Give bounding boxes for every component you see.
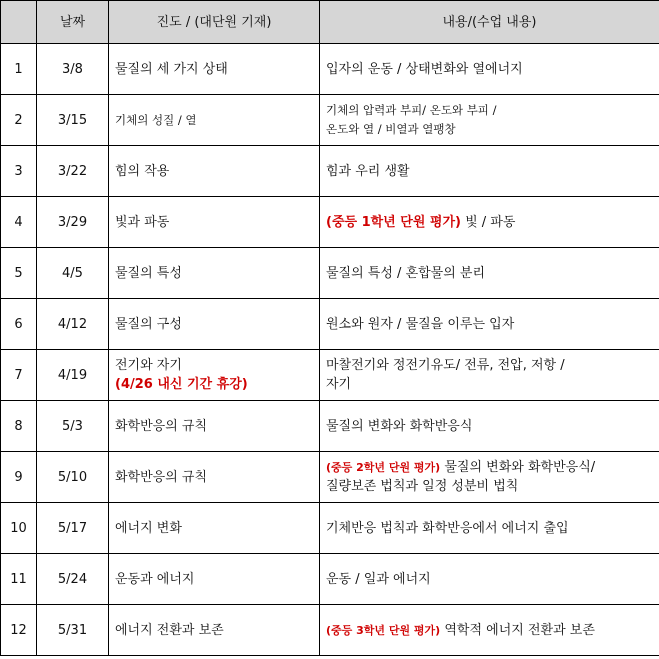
content-line — [326, 315, 653, 334]
content-line — [326, 458, 653, 477]
content-line — [326, 519, 653, 538]
row-date: 4/12 — [37, 299, 109, 350]
evaluation-note: (중등 2학년 단원 평가) — [326, 461, 441, 474]
content-text: 빛 / 파동 — [460, 214, 516, 230]
content-text-line2: 온도와 열 / 비열과 열팽창 — [326, 122, 456, 136]
row-number: 6 — [1, 299, 37, 350]
row-content — [320, 299, 659, 350]
row-number: 1 — [1, 44, 37, 95]
unit-label: 에너지 전환과 보존 — [115, 622, 224, 638]
row-unit — [109, 146, 320, 197]
header-unit: 진도 / (대단원 기재) — [109, 1, 320, 44]
content-text: 마찰전기와 정전기유도/ 전류, 전압, 저항 / — [326, 358, 565, 373]
row-number: 11 — [1, 554, 37, 605]
header-date: 날짜 — [37, 1, 109, 44]
table-row — [1, 452, 659, 503]
content-text: 역학적 에너지 전환과 보존 — [440, 622, 595, 638]
row-date: 5/24 — [37, 554, 109, 605]
content-line — [326, 162, 653, 181]
unit-label: 물질의 구성 — [115, 316, 182, 332]
content-text-line2: 자기 — [326, 377, 352, 392]
row-content — [320, 350, 659, 401]
row-content — [320, 554, 659, 605]
row-number: 7 — [1, 350, 37, 401]
row-number: 5 — [1, 248, 37, 299]
unit-label: 에너지 변화 — [115, 520, 182, 536]
row-number: 8 — [1, 401, 37, 452]
row-unit — [109, 299, 320, 350]
unit-label: 기체의 성질 / 열 — [115, 112, 197, 127]
table-row — [1, 95, 659, 146]
row-number: 12 — [1, 605, 37, 656]
row-date: 3/29 — [37, 197, 109, 248]
row-date: 5/3 — [37, 401, 109, 452]
row-unit — [109, 605, 320, 656]
table-row — [1, 248, 659, 299]
table-row — [1, 503, 659, 554]
row-unit — [109, 197, 320, 248]
content-line — [326, 621, 653, 640]
unit-label: 화학반응의 규칙 — [115, 418, 208, 434]
row-content — [320, 452, 659, 503]
row-date: 3/15 — [37, 95, 109, 146]
content-text: 운동 / 일과 에너지 — [326, 571, 431, 587]
unit-note: (4/26 내신 기간 휴강) — [115, 377, 248, 392]
unit-label: 운동과 에너지 — [115, 571, 195, 587]
content-line — [326, 356, 653, 375]
row-unit — [109, 554, 320, 605]
row-unit — [109, 95, 320, 146]
content-line — [326, 570, 653, 589]
row-content — [320, 44, 659, 95]
row-content — [320, 605, 659, 656]
unit-label: 물질의 세 가지 상태 — [115, 61, 228, 77]
table-row — [1, 197, 659, 248]
row-date: 3/22 — [37, 146, 109, 197]
row-content — [320, 248, 659, 299]
table-row — [1, 44, 659, 95]
table-row — [1, 605, 659, 656]
evaluation-note: (중등 1학년 단원 평가) — [326, 214, 461, 230]
row-number: 9 — [1, 452, 37, 503]
row-date: 4/5 — [37, 248, 109, 299]
table-row — [1, 146, 659, 197]
unit-label: 힘의 작용 — [115, 163, 170, 179]
row-unit — [109, 350, 320, 401]
unit-label: 빛과 파동 — [115, 214, 170, 230]
row-unit — [109, 44, 320, 95]
row-number: 10 — [1, 503, 37, 554]
unit-label: 전기와 자기 — [115, 358, 182, 373]
content-line — [326, 264, 653, 283]
content-line — [326, 213, 653, 232]
header-content: 내용/(수업 내용) — [320, 1, 659, 44]
content-line — [326, 101, 653, 120]
content-line — [326, 60, 653, 79]
unit-label: 물질의 특성 — [115, 265, 182, 281]
content-text: 물질의 변화와 화학반응식 — [326, 418, 473, 434]
row-date: 5/10 — [37, 452, 109, 503]
header-row — [1, 1, 659, 44]
table-row — [1, 350, 659, 401]
row-date: 5/31 — [37, 605, 109, 656]
row-unit — [109, 248, 320, 299]
row-content — [320, 197, 659, 248]
row-date: 3/8 — [37, 44, 109, 95]
content-text: 물질의 특성 / 혼합물의 분리 — [326, 265, 486, 281]
unit-label: 화학반응의 규칙 — [115, 469, 208, 485]
content-text: 원소와 원자 / 물질을 이루는 입자 — [326, 316, 515, 332]
row-number: 4 — [1, 197, 37, 248]
row-unit — [109, 452, 320, 503]
content-text-line2: 질량보존 법칙과 일정 성분비 법칙 — [326, 479, 519, 494]
row-content — [320, 95, 659, 146]
header-number — [1, 1, 37, 44]
evaluation-note: (중등 3학년 단원 평가) — [326, 623, 441, 637]
table-row — [1, 554, 659, 605]
content-text: 입자의 운동 / 상태변화와 열에너지 — [326, 61, 523, 77]
content-text: 힘과 우리 생활 — [326, 163, 410, 179]
row-content — [320, 146, 659, 197]
row-unit — [109, 401, 320, 452]
row-content — [320, 503, 659, 554]
content-text: 기체의 압력과 부피/ 온도와 부피 / — [326, 103, 497, 117]
row-number: 2 — [1, 95, 37, 146]
row-date: 4/19 — [37, 350, 109, 401]
row-number: 3 — [1, 146, 37, 197]
content-text: 기체반응 법칙과 화학반응에서 에너지 출입 — [326, 520, 569, 536]
table-row — [1, 401, 659, 452]
row-content — [320, 401, 659, 452]
row-unit — [109, 503, 320, 554]
content-line — [326, 417, 653, 436]
row-date: 5/17 — [37, 503, 109, 554]
content-text: 물질의 변화와 화학반응식/ — [440, 460, 596, 475]
table-row — [1, 299, 659, 350]
table-body — [1, 44, 659, 656]
